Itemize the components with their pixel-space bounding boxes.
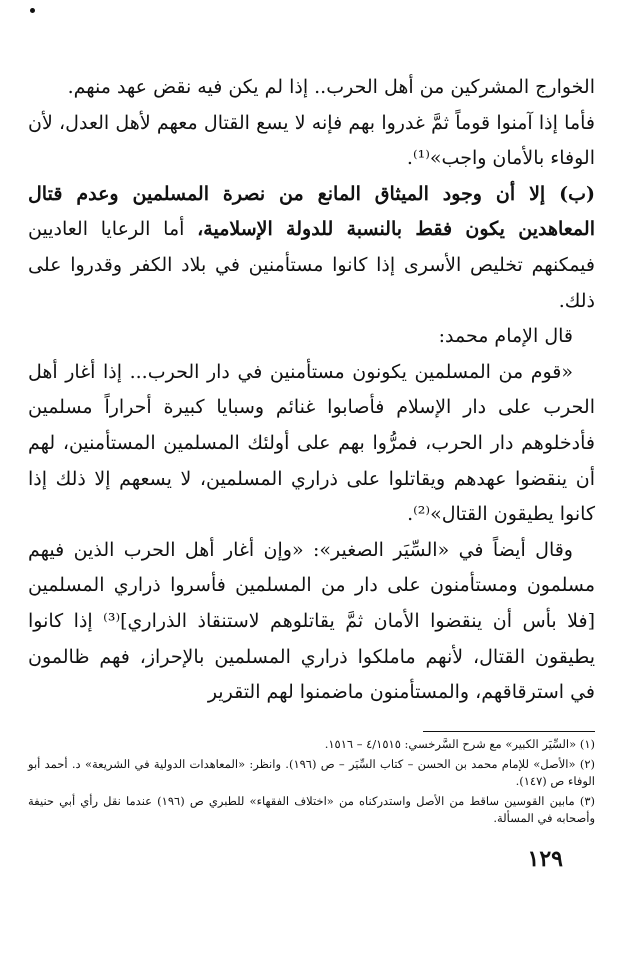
paragraph-4: قال الإمام محمد: — [438, 325, 573, 348]
footnote-3: (٣) مابين القوسين ساقط من الأصل واستدركناه من «اختلاف الفقهاء» للطبري ص (١٩٦) عندما نقل رأي أبي حنيفة وأصحابه في المسألة. — [28, 794, 595, 825]
page-number: ١٢٩ — [527, 846, 563, 872]
paragraph-6: وقال أيضاً في «السِّيَر الصغير»: «وإن أغار أهل الحرب الذين فيهم مسلمون ومستأمنون على دار من المسلمين فأسروا ذراري المسلمين [فلا بأس أن ينقضوا الأمان ثمَّ يقاتلوهم لاستنقاذ الذراري]⁽³⁾ إذا كانوا يطيقون القتال، لأنهم ماملكوا ذراري المسلمين بالإحراز، فهم ظالمون في استرقاقهم، والمستأمنون ماضمنوا لهم التقرير — [28, 538, 595, 704]
corner-mark — [30, 8, 35, 13]
footnote-divider — [423, 731, 595, 732]
footnote-2: (٢) «الأصل» للإمام محمد بن الحسن – كتاب السِّيَر – ص (١٩٦). وانظر: «المعاهدات الدولية في الشريعة» د. أحمد أبو الوفاء ص (١٤٧). — [28, 757, 595, 788]
paragraph-5: «قوم من المسلمين يكونون مستأمنين في دار الحرب... إذا أغار أهل الحرب على دار الإسلام فأصابوا غنائم وسبايا كبيرة أحراراً مسلمين فأدخلوهم دار الحرب، فمرُّوا بهم على أولئك المسلمين المستأمنين، لهم أن ينقضوا عهدهم ويقاتلوا على ذراري المسلمين، لا يسعهم إلا ذلك إذا كانوا يطيقون القتال»⁽²⁾. — [28, 360, 595, 526]
paragraph-3-heading: (ب) إلا أن وجود الميثاق المانع من نصرة المسلمين وعدم قتال المعاهدين يكون فقط بالنسبة للدولة الإسلامية، — [28, 182, 595, 241]
paragraph-3 — [28, 177, 595, 319]
paragraph-3-rest: أما الرعايا العاديين فيمكنهم تخليص الأسرى إذا كانوا مستأمنين في بلاد الكفر وقدروا على ذلك. — [28, 218, 595, 312]
footnote-1: (١) «السِّيَر الكبير» مع شرح السَّرخسي: ٤/١٥١٥ – ١٥١٦. — [324, 737, 595, 751]
paragraph-2: فأما إذا آمنوا قوماً ثمَّ غدروا بهم فإنه لا يسع القتال معهم لأهل العدل، لأن الوفاء بالأمان واجب»⁽¹⁾. — [28, 111, 595, 170]
paragraph-1: الخوارج المشركين من أهل الحرب.. إذا لم يكن فيه نقض عهد منهم. — [67, 76, 595, 98]
main-text — [28, 70, 595, 711]
footnotes — [28, 736, 595, 830]
